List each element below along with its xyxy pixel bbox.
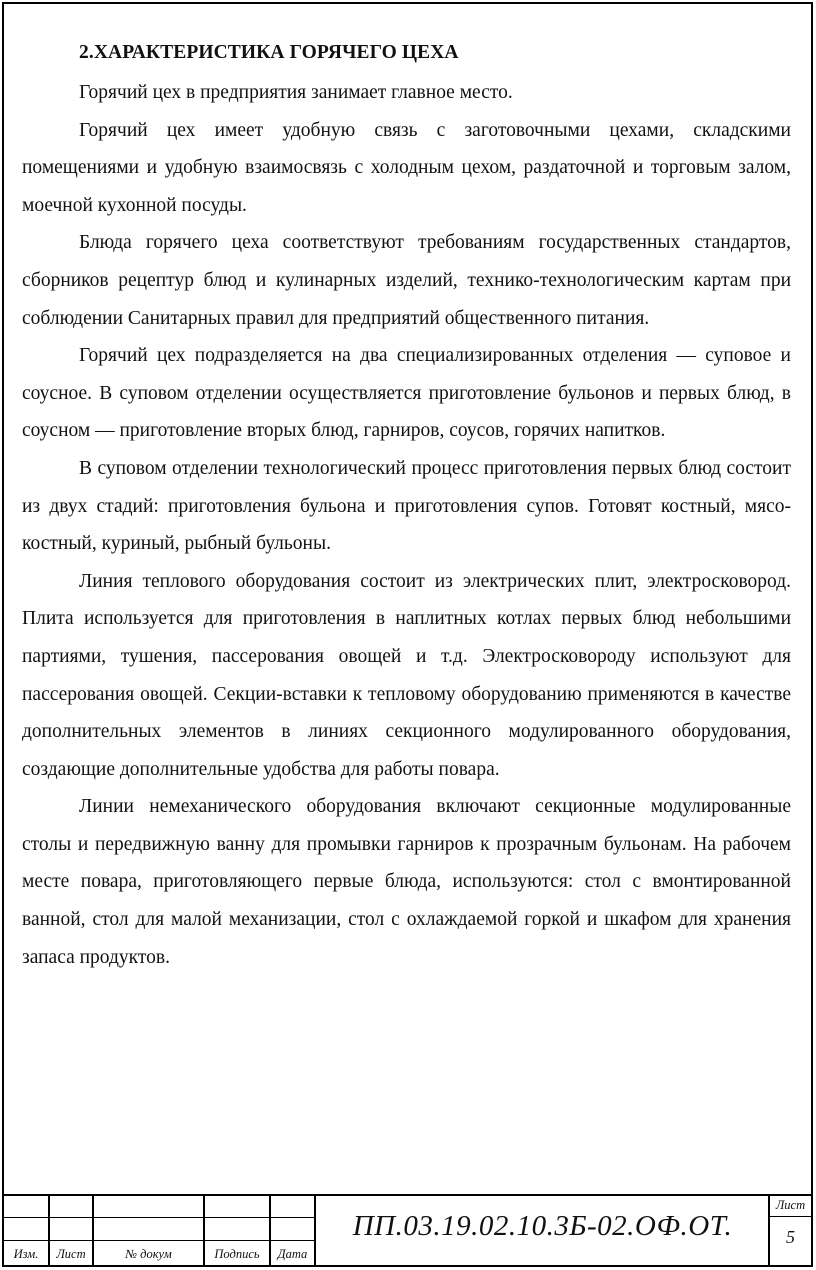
paragraph: Горячий цех подразделяется на два специализированных отделения — суповое и соусное. В суповом отделении осуществляется приготовление бульонов и первых блюд, в соусном — приготовление вторых блюд, гарниров, соусов, горячих напитков. bbox=[22, 345, 791, 442]
title-block bbox=[4, 1194, 811, 1265]
col-caption-list: Лист bbox=[56, 1247, 86, 1261]
sheet-cell-line bbox=[768, 1216, 811, 1217]
paragraph: Горячий цех имеет удобную связь с заготовочными цехами, складскими помещениями и удобную взаимосвязь с холодным цехом, раздаточной и торговым залом, моечной кухонной посуды. bbox=[22, 119, 791, 216]
paragraph: Блюда горячего цеха соответствуют требованиям государственных стандартов, сборников рецептур блюд и кулинарных изделий, технико-технологическим картам при соблюдении Санитарных правил для предприятий общественного питания. bbox=[22, 232, 791, 329]
paragraph: Горячий цех в предприятия занимает главное место. bbox=[79, 82, 513, 103]
section-heading: 2.ХАРАКТЕРИСТИКА ГОРЯЧЕГО ЦЕХА bbox=[79, 42, 459, 63]
col-caption-izm: Изм. bbox=[13, 1247, 39, 1261]
document-code: ПП.03.19.02.10.3Б-02.ОФ.ОТ. bbox=[352, 1210, 733, 1242]
sheet-caption: Лист bbox=[775, 1198, 806, 1212]
col-caption-signature: Подпись bbox=[214, 1247, 260, 1261]
paragraph: В суповом отделении технологический процесс приготовления первых блюд состоит из двух стадий: приготовления бульона и приготовления супов. Готовят костный, мясо-костный, куриный, рыбный бульоны. bbox=[22, 457, 791, 555]
col-caption-doc-number: № докум bbox=[125, 1247, 172, 1261]
document-body bbox=[22, 38, 791, 976]
col-caption-date: Дата bbox=[277, 1247, 308, 1261]
title-block-row-line bbox=[4, 1217, 314, 1218]
paragraph: Линия теплового оборудования состоит из электрических плит, электросковород. Плита используется для приготовления в наплитных котлах первых блюд небольшими партиями, тушения, пассерования овощей и т.д. Электросковороду используют для пассерования овощей. Секции-вставки к тепловому оборудованию применяются в качестве дополнительных элементов в линиях секционного модулированного оборудования, создающие дополнительные удобства для работы повара. bbox=[22, 570, 791, 780]
paragraph: Линии немеханического оборудования включают секционные модулированные столы и передвижную ванну для промывки гарниров к прозрачным бульонам. На рабочем месте повара, приготовляющего первые блюда, используются: стол с вмонтированной ванной, стол для малой механизации, стол с охлаждаемой горкой и шкафом для хранения запаса продуктов. bbox=[22, 796, 791, 968]
sheet-number: 5 bbox=[786, 1227, 795, 1247]
page-frame bbox=[2, 2, 813, 1267]
title-block-row-line bbox=[4, 1240, 314, 1241]
